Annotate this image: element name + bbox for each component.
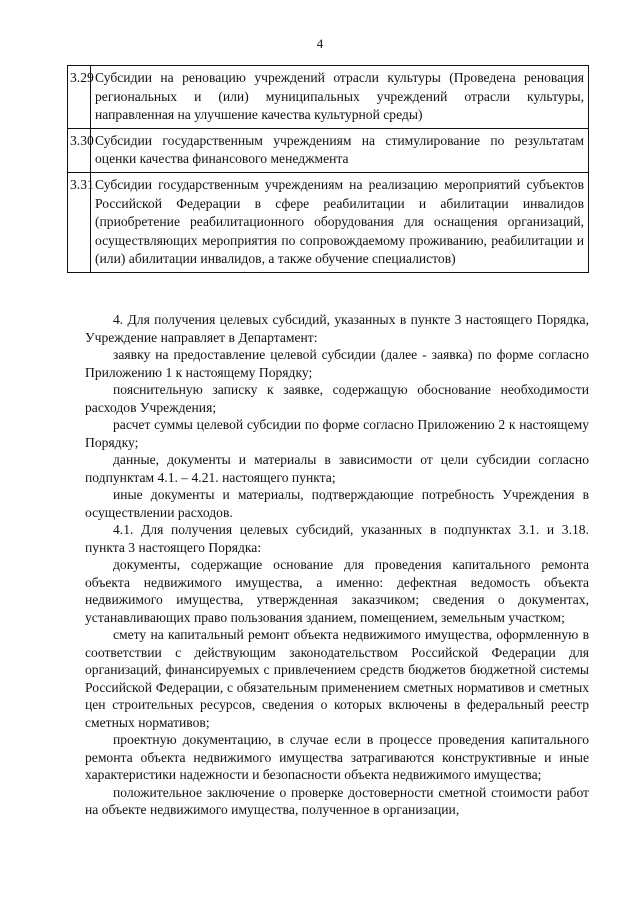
table-row [68, 66, 589, 129]
paragraph: 4. Для получения целевых субсидий, указанных в пункте 3 настоящего Порядка, Учреждение направляет в Департамент: [85, 312, 589, 345]
paragraph: проектную документацию, в случае если в процессе проведения капитального ремонта объекта недвижимого имущества затрагиваются конструктивные и иные характеристики надежности и безопасности объекта недвижимого имущества; [85, 732, 589, 782]
row-text: Субсидии на реновацию учреждений отрасли культуры (Проведена реновация региональных и (или) муниципальных учреждений отрасли культуры, направленная на улучшение качества культурной среды) [91, 66, 589, 129]
table-row [68, 128, 589, 172]
paragraph: пояснительную записку к заявке, содержащую обоснование необходимости расходов Учреждения; [85, 382, 589, 415]
paragraph: положительное заключение о проверке достоверности сметной стоимости работ на объекте недвижимого имущества, полученное в организации, [85, 784, 589, 817]
paragraph: расчет суммы целевой субсидии по форме согласно Приложению 2 к настоящему Порядку; [85, 417, 589, 450]
paragraph: 4.1. Для получения целевых субсидий, указанных в подпунктах 3.1. и 3.18. пункта 3 настоящего Порядка: [85, 522, 589, 555]
row-text: Субсидии государственным учреждениям на реализацию мероприятий субъектов Российской Федерации в сфере реабилитации и абилитации инвалидов (приобретение реабилитационного оборудования для оснащения организаций, осуществляющих мероприятия по сопровождаемому проживанию, реабилитации и (или) абилитации инвалидов, а также обучение специалистов) [91, 172, 589, 272]
row-text: Субсидии государственным учреждениям на стимулирование по результатам оценки качества финансового менеджмента [91, 128, 589, 172]
document-body [85, 311, 589, 819]
paragraph: иные документы и материалы, подтверждающие потребность Учреждения в осуществлении расходов. [85, 487, 589, 520]
table-row [68, 172, 589, 272]
paragraph: смету на капитальный ремонт объекта недвижимого имущества, оформленную в соответствии с действующим законодательством Российской Федерации для организаций, финансируемых с привлечением средств бюджетов бюджетной системы Российской Федерации, с обязательным применением сметных нормативов и сметных цен строительных ресурсов, сведения о которых включены в федеральный реестр сметных нормативов; [85, 627, 589, 730]
row-number: 3.29 [68, 66, 91, 129]
paragraph: данные, документы и материалы в зависимости от цели субсидии согласно подпунктам 4.1. – 4.21. настоящего пункта; [85, 452, 589, 485]
row-number: 3.31 [68, 172, 91, 272]
paragraph: заявку на предоставление целевой субсидии (далее - заявка) по форме согласно Приложению 1 к настоящему Порядку; [85, 347, 589, 380]
paragraph: документы, содержащие основание для проведения капитального ремонта объекта недвижимого имущества, а именно: дефектная ведомость объекта недвижимого имущества, утвержденная заказчиком; сведения о документах, устанавливающих право пользования зданием, помещением, земельным участком; [85, 557, 589, 625]
row-number: 3.30 [68, 128, 91, 172]
page-number: 4 [316, 36, 324, 51]
subsidy-table [67, 65, 589, 273]
